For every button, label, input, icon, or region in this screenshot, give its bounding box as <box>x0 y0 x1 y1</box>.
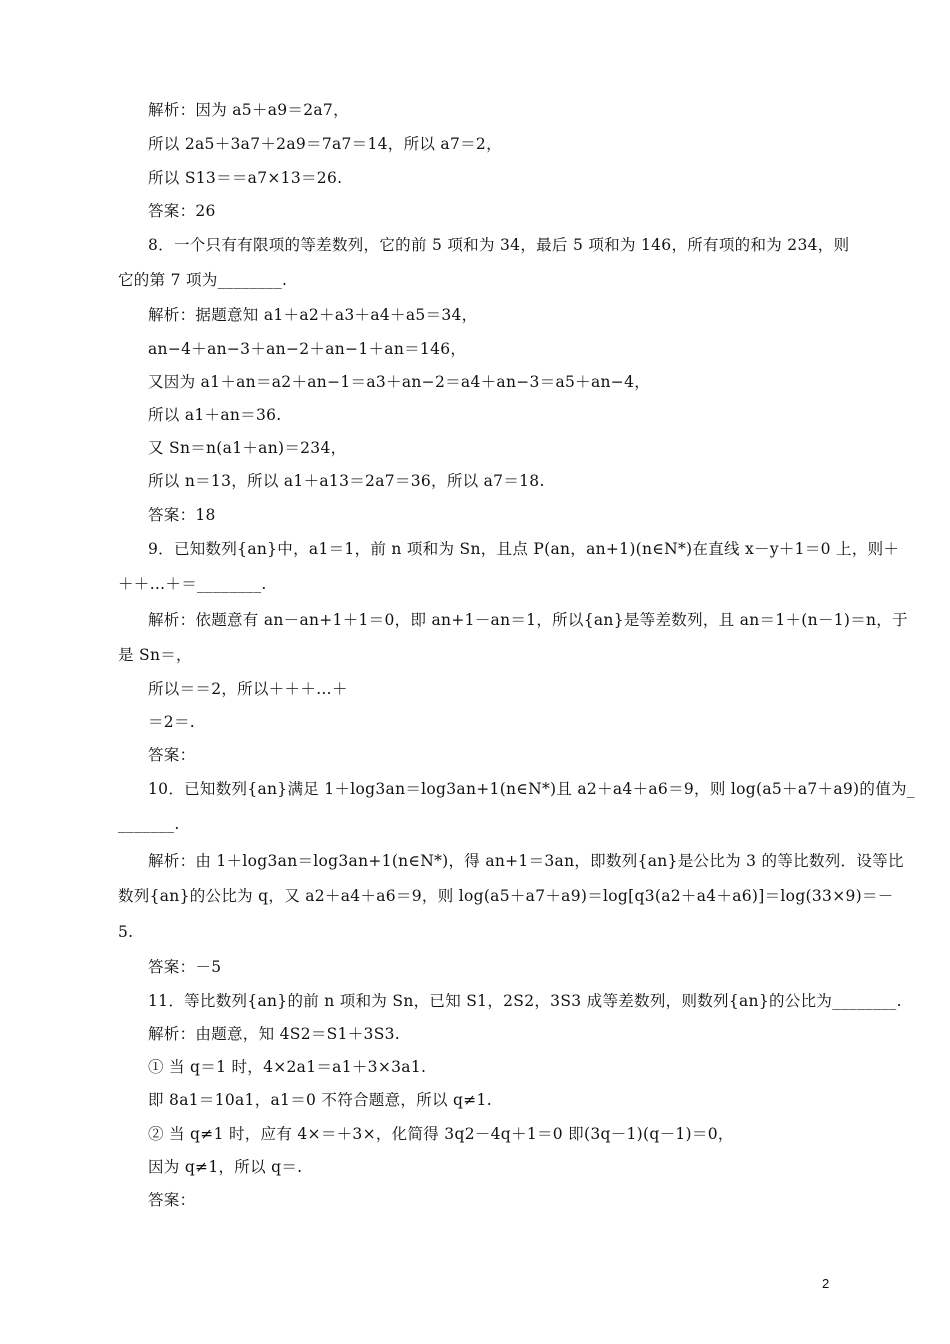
text-line: 所以 2a5＋3a7＋2a9＝7a7＝14，所以 a7＝2， <box>148 135 502 153</box>
text-line: ＝2＝. <box>148 713 195 731</box>
page-number: 2 <box>822 1276 830 1291</box>
text-line: 又 Sn＝n(a1＋an)＝234， <box>148 439 347 457</box>
text-line: 解析：由 1＋log3an＝log3an+1(n∈N*)，得 an+1＝3an，即数列{an}是公比为 3 的等比数列．设等比 <box>148 852 904 870</box>
question-8-line: 它的第 7 项为________. <box>118 271 288 289</box>
text-line: 因为 q≠1，所以 q＝. <box>148 1158 303 1176</box>
text-line: 答案： <box>148 1191 196 1209</box>
text-line: 数列{an}的公比为 q，又 a2＋a4＋a6＝9，则 log(a5＋a7＋a9)＝log[q3(a2＋a4＋a6)]＝log(33×9)＝－ <box>118 887 894 905</box>
text-line: 解析：依题意有 an－an+1＋1＝0，即 an+1－an＝1，所以{an}是等差数列，且 an＝1＋(n－1)＝n，于 <box>148 611 908 629</box>
text-line: 答案：18 <box>148 506 216 524</box>
text-line: 又因为 a1＋an＝a2＋an−1＝a3＋an−2＝a4＋an−3＝a5＋an−4， <box>148 373 651 391</box>
text-line: an−4＋an−3＋an−2＋an−1＋an＝146， <box>148 340 467 358</box>
question-10-line: 10．已知数列{an}满足 1＋log3an＝log3an+1(n∈N*)且 a2＋a4＋a6＝9，则 log(a5＋a7＋a9)的值为_ <box>148 780 915 798</box>
text-line: 所以 n＝13，所以 a1＋a13＝2a7＝36，所以 a7＝18. <box>148 472 545 490</box>
text-line: 所以 a1＋an＝36. <box>148 406 282 424</box>
question-8-line: 8．一个只有有限项的等差数列，它的前 5 项和为 34，最后 5 项和为 146，所有项的和为 234，则 <box>148 236 850 254</box>
text-line: ② 当 q≠1 时，应有 4×＝＋3×，化简得 3q2－4q＋1＝0 即(3q－1)(q－1)＝0， <box>148 1125 734 1143</box>
text-line: 解析：据题意知 a1＋a2＋a3＋a4＋a5＝34， <box>148 306 478 324</box>
text-line: 是 Sn＝， <box>118 646 192 664</box>
text-line: 5. <box>118 923 134 941</box>
text-line: 答案：26 <box>148 202 216 220</box>
question-9-line: ＋＋…＋＝________. <box>118 575 267 593</box>
text-line: 所以＝＝2，所以＋＋＋…＋ <box>148 680 348 698</box>
text-line: ① 当 q＝1 时，4×2a1＝a1＋3×3a1. <box>148 1058 427 1076</box>
text-line: 答案：－5 <box>148 958 222 976</box>
text-line: 即 8a1＝10a1，a1＝0 不符合题意，所以 q≠1. <box>148 1091 492 1109</box>
text-line: 答案： <box>148 746 196 764</box>
text-line: 所以 S13＝＝a7×13＝26. <box>148 169 343 187</box>
text-line: 解析：因为 a5＋a9＝2a7， <box>148 101 349 119</box>
text-line: 解析：由题意，知 4S2＝S1＋3S3. <box>148 1025 401 1043</box>
question-9-line: 9．已知数列{an}中，a1＝1，前 n 项和为 Sn，且点 P(an，an+1)(n∈N*)在直线 x－y＋1＝0 上，则＋ <box>148 540 900 558</box>
question-10-line: _______. <box>118 815 180 833</box>
question-11-line: 11．等比数列{an}的前 n 项和为 Sn，已知 S1，2S2，3S3 成等差数列，则数列{an}的公比为________. <box>148 992 902 1010</box>
